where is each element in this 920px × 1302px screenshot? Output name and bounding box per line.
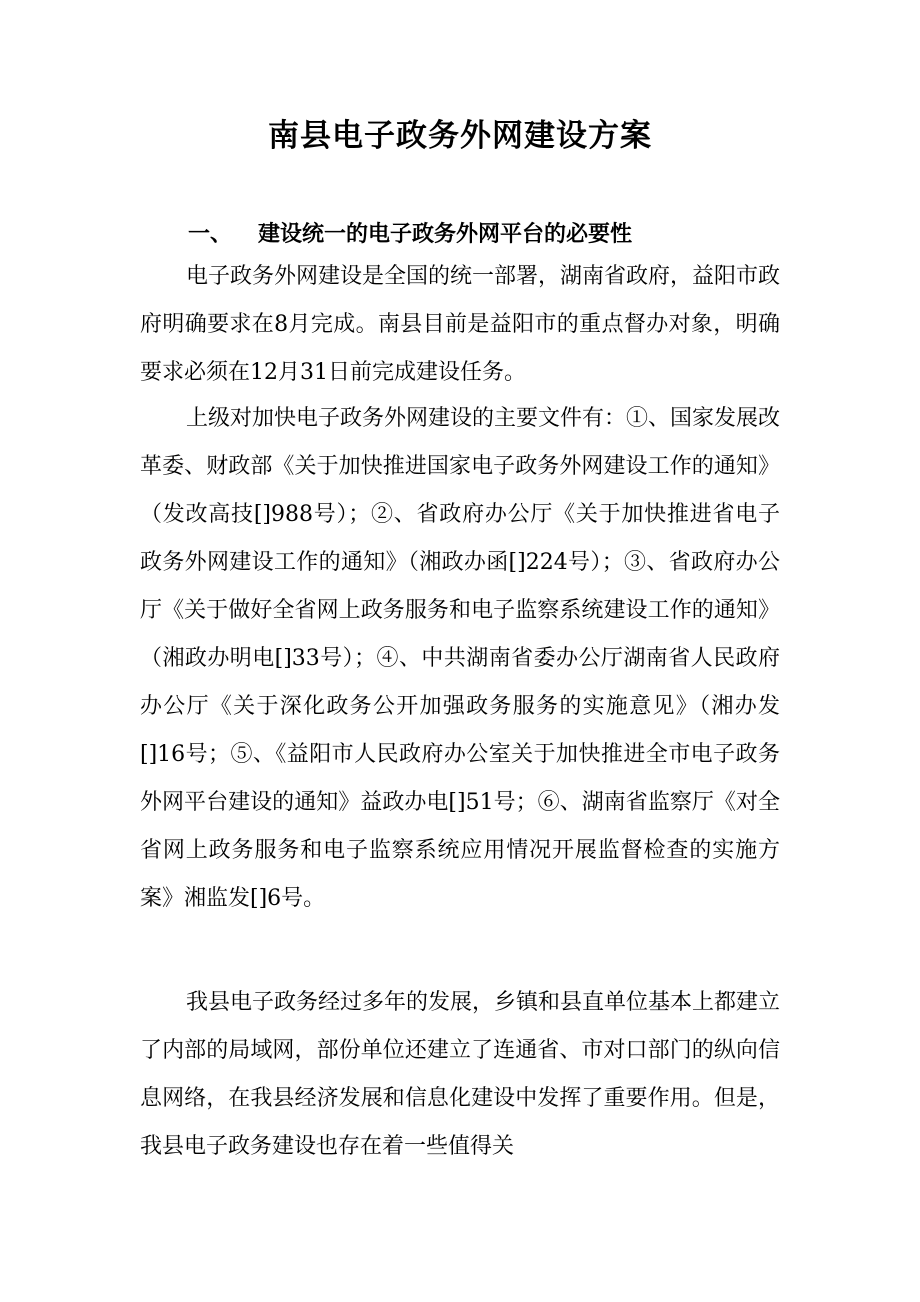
body-paragraph: 我县电子政务经过多年的发展，乡镇和县直单位基本上都建立了内部的局域网，部份单位还建立了连通省、市对口部门的纵向信息网络，在我县经济发展和信息化建设中发挥了重要作用。但是，我县电子政务建设也存在着一些值得关 <box>140 990 781 1159</box>
section-heading <box>188 214 828 254</box>
body-paragraph: 电子政务外网建设是全国的统一部署，湖南省政府，益阳市政府明确要求在8月完成。南县目前是益阳市的重点督办对象，明确要求必须在12月31日前完成建设任务。 <box>140 264 781 385</box>
document-title: 南县电子政务外网建设方案 <box>268 118 652 154</box>
body-paragraph: 上级对加快电子政务外网建设的主要文件有：①、国家发展改革委、财政部《关于加快推进国家电子政务外网建设工作的通知》（发改高技[]988号）；②、省政府办公厅《关于加快推进省电子政务外网建设工作的通知》（湘政办函[]224号）；③、省政府办公厅《关于做好全省网上政务服务和电子监察系统建设工作的通知》（湘政办明电[]33号）；④、中共湖南省委办公厅湖南省人民政府办公厅《关于深化政务公开加强政务服务的实施意见》（湘办发[]16号；⑤、《益阳市人民政府办公室关于加快推进全市电子政务外网平台建设的通知》益政办电[]51号；⑥、湖南省监察厅《对全省网上政务服务和电子监察系统应用情况开展监督检查的实施方案》湘监发[]6号。 <box>140 406 781 911</box>
section-number: 一、 <box>188 221 233 247</box>
section-heading-text: 建设统一的电子政务外网平台的必要性 <box>258 221 633 247</box>
